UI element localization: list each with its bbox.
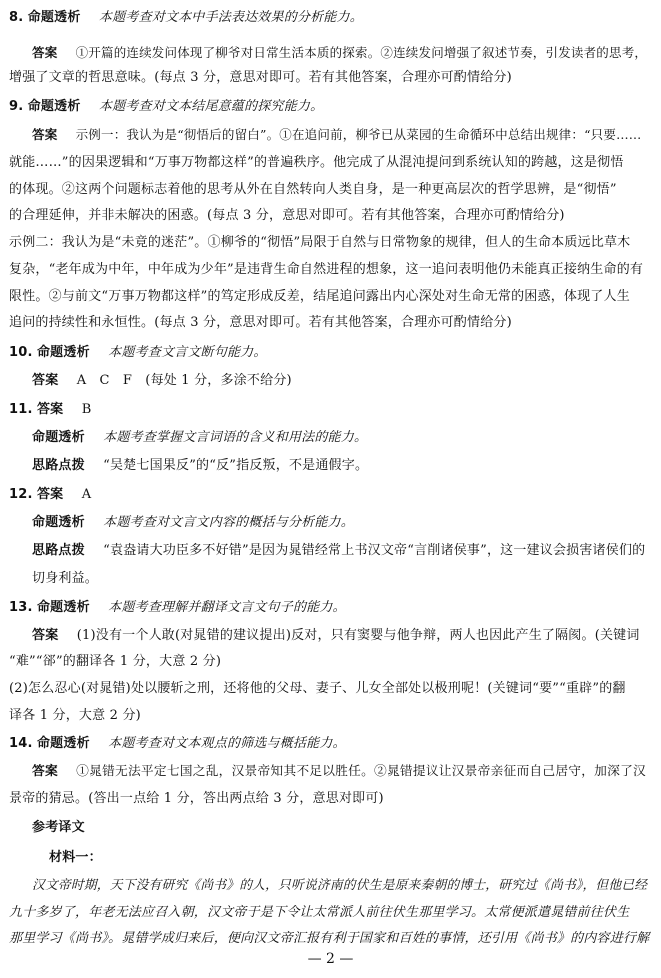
q9-tag: 命题透析 <box>27 99 81 114</box>
q13-number: 13. <box>9 600 33 615</box>
q10-number: 10. <box>9 345 33 360</box>
q12-number: 12. <box>9 487 33 502</box>
q9-text7: 限性。②与前文“万事万物都这样”的笃定形成反差，结尾追问露出内心深处对生命无常的困惑，体现了人生 <box>9 289 630 304</box>
q9-text6: 复杂，“老年成为中年，中年成为少年”是违背生命自然进程的想象，这一追问表明他仍未能真正接纳生命的有 <box>9 262 644 277</box>
q14-desc: 本题考查对文本观点的筛选与概括能力。 <box>108 736 346 751</box>
q13-answer-line1 <box>32 626 652 645</box>
q8-answer-text1: ①开篇的连续发问体现了柳爷对日常生活本质的探索。②连续发问增强了叙述节奏，引发读者的思考， <box>75 45 648 60</box>
q12-answer-label: 答案 <box>36 487 64 502</box>
translation-subheading: 材料一： <box>49 850 102 865</box>
q9-header <box>9 97 649 116</box>
q12-header <box>9 485 649 504</box>
translation-text1: 汉文帝时期，天下没有研究《尚书》的人，只听说济南的伏生是原来秦朝的博士，研究过《尚书》，但他已经 <box>32 878 648 893</box>
q13-desc: 本题考查理解并翻译文言文句子的能力。 <box>108 600 346 615</box>
q11-analysis <box>32 428 652 447</box>
q12-tip <box>32 541 652 560</box>
q8-header <box>9 8 649 27</box>
q14-tag: 命题透析 <box>36 736 90 751</box>
q13-text1: (1)没有一个人敢(对晁错的建议提出)反对，只有窦婴与他争辩，两人也因此产生了隔阂。(关键词 <box>76 628 640 643</box>
q12-tip-label: 思路点拨 <box>32 543 85 558</box>
q12-answer-text: A <box>81 487 92 502</box>
q10-tag: 命题透析 <box>36 345 90 360</box>
q14-number: 14. <box>9 736 33 751</box>
q14-answer-label: 答案 <box>32 764 58 779</box>
q10-answer-text: A C F (每处 1 分，多涂不给分) <box>76 373 292 388</box>
q8-number: 8. <box>9 10 24 25</box>
q13-answer-label: 答案 <box>32 628 59 643</box>
q14-header <box>9 734 649 753</box>
q13-text4: 译各 1 分，大意 2 分) <box>9 708 141 723</box>
q13-header <box>9 598 649 617</box>
q9-text4: 的合理延伸，并非未解决的困惑。(每点 3 分，意思对即可。若有其他答案，合理亦可酌情给分) <box>9 208 565 223</box>
q9-answer-line1 <box>32 125 652 144</box>
q8-tag: 命题透析 <box>27 10 81 25</box>
q12-analysis <box>32 513 652 532</box>
q11-answer-label: 答案 <box>36 402 64 417</box>
q9-desc: 本题考查对文本结尾意蕴的探究能力。 <box>98 99 324 114</box>
q12-tip-text2: 切身利益。 <box>32 571 99 586</box>
translation-text3: 那里学习《尚书》。晁错学成归来后，便向汉文帝汇报有利于国家和百姓的事情，还引用《尚书》的内容进行解 <box>9 931 650 946</box>
translation-heading: 参考译文 <box>32 820 85 835</box>
page-number: — 2 — <box>307 951 354 967</box>
q9-text1: 示例一：我认为是“彻悟后的留白”。①在追问前，柳爷已从菜园的生命循环中总结出规律：“只要…… <box>75 127 642 142</box>
q13-text2: “难”“郤”的翻译各 1 分，大意 2 分) <box>9 654 222 669</box>
q9-text5: 示例二：我认为是“未竟的迷茫”。①柳爷的“彻悟”局限于自然与日常物象的规律，但人的生命本质远比草木 <box>9 235 631 250</box>
q10-answer-label: 答案 <box>32 373 59 388</box>
q12-tip-text1: “袁盎请大功臣多不好错”是因为晁错经常上书汉文帝“言削诸侯事”，这一建议会损害诸侯们的 <box>103 543 646 558</box>
q9-text3: 的体现。②这两个问题标志着他的思考从外在自然转向人类自身，是一种更高层次的哲学思辨，是“彻悟” <box>9 182 617 197</box>
q12-tag: 命题透析 <box>32 515 85 530</box>
q14-answer-line1 <box>32 762 652 781</box>
q14-text1: ①晁错无法平定七国之乱，汉景帝知其不足以胜任。②晁错提议让汉景帝亲征而自己居守，加深了汉 <box>76 764 646 779</box>
q8-answer-line2: 增强了文章的哲思意味。(每点 3 分，意思对即可。若有其他答案，合理亦可酌情给分) <box>9 70 512 85</box>
q9-answer-label: 答案 <box>32 127 58 142</box>
q11-tip-label: 思路点拨 <box>32 458 85 473</box>
q13-tag: 命题透析 <box>36 600 90 615</box>
q11-number: 11. <box>9 402 33 417</box>
q11-desc: 本题考查掌握文言词语的含义和用法的能力。 <box>103 430 368 445</box>
q9-number: 9. <box>9 99 24 114</box>
q10-desc: 本题考查文言文断句能力。 <box>108 345 267 360</box>
translation-text2: 九十多岁了，年老无法应召入朝，汉文帝于是下令让太常派人前往伏生那里学习。太常便派遣晁错前往伏生 <box>9 905 630 920</box>
q10-answer <box>32 371 652 390</box>
q11-header <box>9 400 649 419</box>
q13-text3: (2)怎么忍心(对晁错)处以腰斩之刑，还将他的父母、妻子、儿女全部处以极刑呢！(关键词“要”“重辟”的翻 <box>9 681 626 696</box>
q12-desc: 本题考查对文言文内容的概括与分析能力。 <box>103 515 354 530</box>
q14-text2: 景帝的猜忌。(答出一点给 1 分，答出两点给 3 分，意思对即可) <box>9 791 384 806</box>
q11-tip-text: “吴楚七国果反”的“反”指反叛，不是通假字。 <box>103 458 369 473</box>
q9-text2: 就能……”的因果逻辑和“万事万物都这样”的普遍秩序。他完成了从混沌提问到系统认知的跨越，这是彻悟 <box>9 155 624 170</box>
q11-tip <box>32 456 652 475</box>
q10-header <box>9 343 649 362</box>
q8-desc: 本题考查对文本中手法表达效果的分析能力。 <box>98 10 363 25</box>
q8-answer-line1 <box>32 43 652 62</box>
q11-tag: 命题透析 <box>32 430 85 445</box>
q9-text8: 追问的持续性和永恒性。(每点 3 分，意思对即可。若有其他答案，合理亦可酌情给分) <box>9 315 512 330</box>
q8-answer-label: 答案 <box>32 45 58 60</box>
q11-answer-text: B <box>81 402 92 417</box>
